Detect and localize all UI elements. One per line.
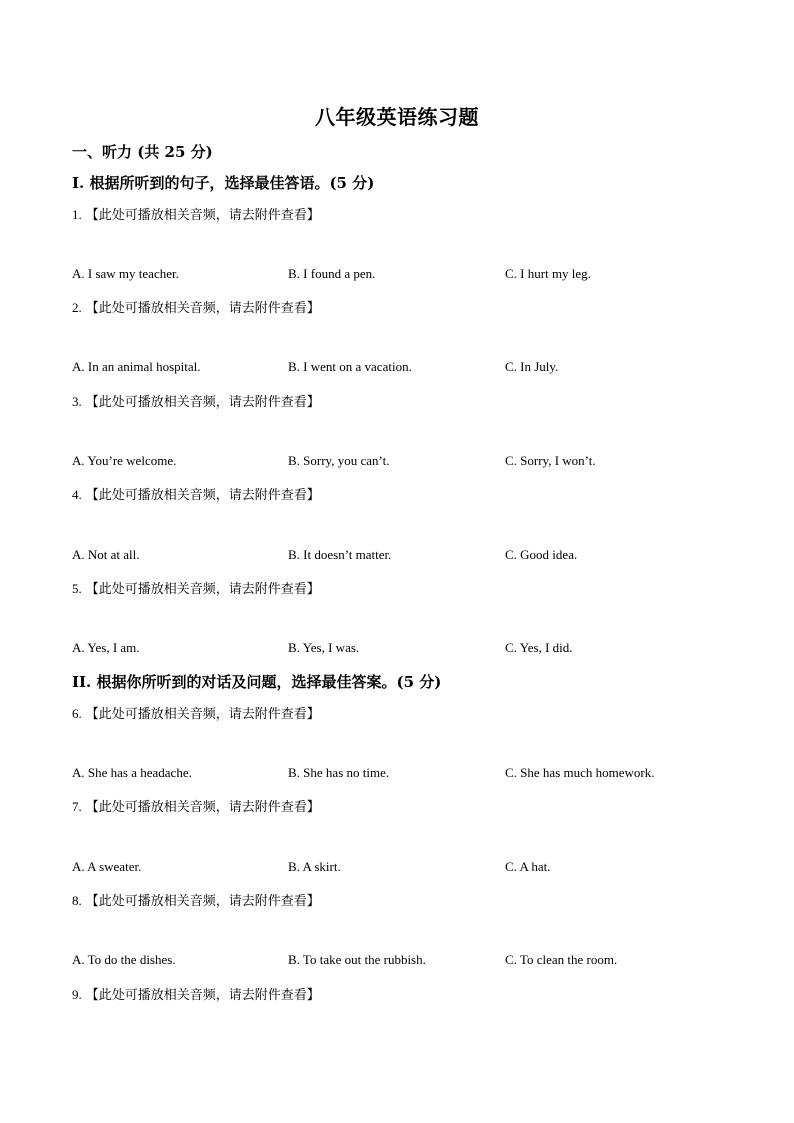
- question-number: 9.: [72, 987, 82, 1002]
- option-a: A. Not at all.: [72, 547, 140, 562]
- option-a: A. You’re welcome.: [72, 453, 177, 468]
- option-c: C. Yes, I did.: [505, 640, 573, 655]
- option-b: B. She has no time.: [288, 765, 390, 780]
- audio-note: 【此处可播放相关音频，请去附件查看】: [85, 488, 320, 503]
- option-c: C. Sorry, I won’t.: [505, 453, 596, 468]
- audio-note: 【此处可播放相关音频，请去附件查看】: [85, 988, 320, 1003]
- option-c: C. She has much homework.: [505, 765, 655, 780]
- question-2: [72, 297, 320, 316]
- audio-note: 【此处可播放相关音频，请去附件查看】: [85, 395, 320, 410]
- audio-note: 【此处可播放相关音频，请去附件查看】: [85, 707, 320, 722]
- option-b: B. I went on a vacation.: [288, 359, 412, 374]
- question-number: 7.: [72, 799, 82, 814]
- option-a: A. I saw my teacher.: [72, 266, 179, 281]
- question-1: [72, 204, 320, 223]
- part2-heading: II. 根据你所听到的对话及问题，选择最佳答案。(5 分): [72, 673, 442, 691]
- part1-heading: Ⅰ. 根据所听到的句子，选择最佳答语。(5 分): [72, 174, 375, 192]
- question-7: [72, 796, 320, 815]
- options-2: [72, 359, 752, 377]
- options-3: [72, 453, 752, 471]
- option-a: A. In an animal hospital.: [72, 359, 201, 374]
- option-a: A. A sweater.: [72, 859, 142, 874]
- option-c: C. A hat.: [505, 859, 551, 874]
- options-8: [72, 952, 752, 970]
- question-3: [72, 391, 320, 410]
- audio-note: 【此处可播放相关音频，请去附件查看】: [85, 800, 320, 815]
- option-a: A. Yes, I am.: [72, 640, 140, 655]
- question-number: 4.: [72, 487, 82, 502]
- question-9: [72, 984, 320, 1003]
- page-title: 八年级英语练习题: [315, 105, 479, 129]
- question-number: 8.: [72, 893, 82, 908]
- option-c: C. In July.: [505, 359, 559, 374]
- options-1: [72, 266, 752, 284]
- option-c: C. Good idea.: [505, 547, 578, 562]
- question-number: 2.: [72, 300, 82, 315]
- option-b: B. I found a pen.: [288, 266, 376, 281]
- question-4: [72, 484, 320, 503]
- options-6: [72, 765, 752, 783]
- options-4: [72, 547, 752, 565]
- option-b: B. Yes, I was.: [288, 640, 360, 655]
- option-b: B. A skirt.: [288, 859, 341, 874]
- section-listening-heading: 一、听力 (共 25 分): [72, 143, 213, 161]
- audio-note: 【此处可播放相关音频，请去附件查看】: [85, 582, 320, 597]
- audio-note: 【此处可播放相关音频，请去附件查看】: [85, 301, 320, 316]
- option-b: B. Sorry, you can’t.: [288, 453, 390, 468]
- question-5: [72, 578, 320, 597]
- option-b: B. It doesn’t matter.: [288, 547, 392, 562]
- question-number: 6.: [72, 706, 82, 721]
- audio-note: 【此处可播放相关音频，请去附件查看】: [85, 894, 320, 909]
- option-a: A. To do the dishes.: [72, 952, 176, 967]
- question-6: [72, 703, 320, 722]
- question-8: [72, 890, 320, 909]
- question-number: 1.: [72, 207, 82, 222]
- audio-note: 【此处可播放相关音频，请去附件查看】: [85, 208, 320, 223]
- option-c: C. I hurt my leg.: [505, 266, 591, 281]
- option-a: A. She has a headache.: [72, 765, 192, 780]
- option-c: C. To clean the room.: [505, 952, 618, 967]
- question-number: 5.: [72, 581, 82, 596]
- options-7: [72, 859, 752, 877]
- option-b: B. To take out the rubbish.: [288, 952, 426, 967]
- options-5: [72, 640, 752, 658]
- question-number: 3.: [72, 394, 82, 409]
